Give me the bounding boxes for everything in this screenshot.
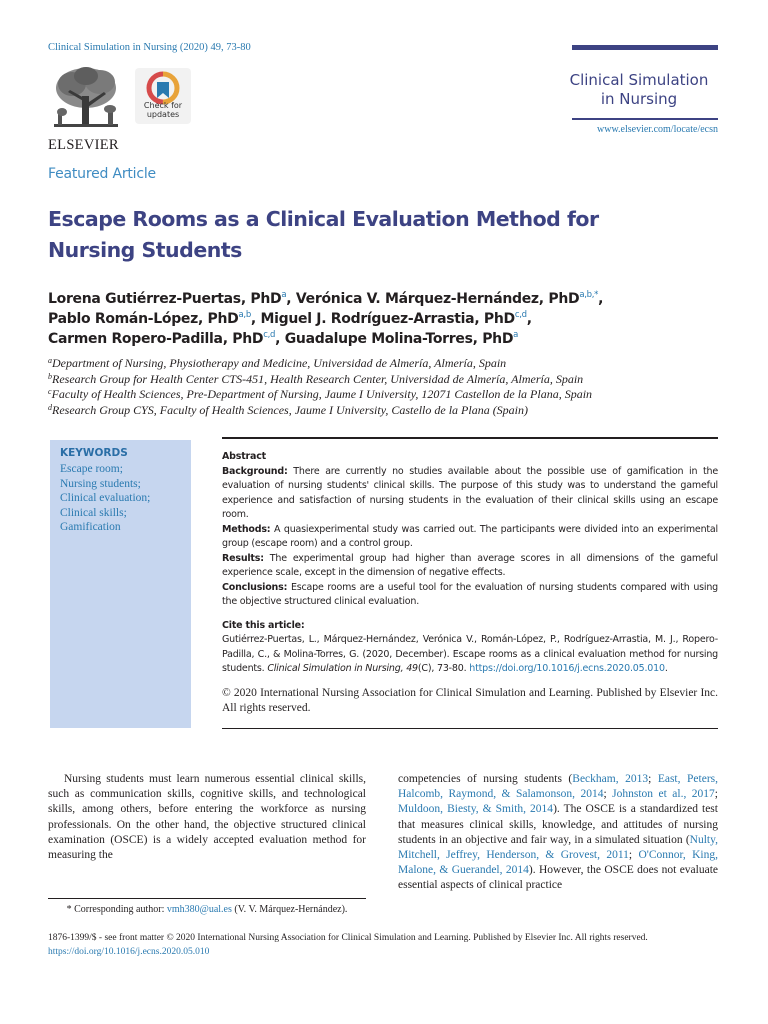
- abstract-results: Results: The experimental group had higher than average scores in all dimensions of the gameful experience scale, except in the dimension of negative effects.: [222, 552, 718, 578]
- keyword-item[interactable]: Gamification: [60, 521, 121, 533]
- body-text: ). However, the OSCE does not evaluate essential aspects of clinical practice: [398, 864, 719, 892]
- body-text: ;: [628, 849, 639, 862]
- affiliation: $^c$Faculty of Health Sciences, Pre-Department of Nursing, Jaume I University, 12071 Castellon de la Plana, Spain: [48, 387, 593, 401]
- abstract-bottom-rule: [222, 728, 718, 729]
- copyright-notice: © 2020 International Nursing Association for Clinical Simulation and Learning. Published by Elsevier Inc. All rights reserved.: [222, 686, 718, 714]
- article-title: Escape Rooms as a Clinical Evaluation Method for Nursing Students: [48, 207, 599, 262]
- journal-bottom-rule: [572, 118, 718, 120]
- author-affil-link[interactable]: c,d: [263, 330, 276, 340]
- author-affil-link[interactable]: a: [513, 330, 519, 340]
- abstract-block: [222, 450, 718, 716]
- author-line: Lorena Gutiérrez-Puertas, PhD$^a$, Verónica V. Márquez-Hernández, PhD$^{a,b,*}$,: [48, 290, 604, 307]
- article-type: Featured Article: [48, 166, 156, 182]
- author-name: Carmen Ropero-Padilla, PhD: [48, 331, 264, 347]
- body-text: ;: [603, 788, 613, 801]
- author-line: Carmen Ropero-Padilla, PhD$^{c,d}$, Guadalupe Molina-Torres, PhD$^a$: [48, 330, 519, 347]
- author-name: Lorena Gutiérrez-Puertas, PhD: [48, 291, 282, 307]
- author-affil-link[interactable]: a,b,*: [579, 290, 599, 300]
- body-text: competencies of nursing students (: [398, 773, 573, 785]
- running-head[interactable]: Clinical Simulation in Nursing (2020) 49, 73-80: [48, 42, 251, 53]
- abstract-heading: Abstract: [222, 451, 267, 462]
- body-paragraph: Nursing students must learn numerous essential clinical skills, such as communication skills, cognitive skills, and technological skills, among others, before entering the workforce as nursing professionals. On the other hand, the objective structured clinical examination (OSCE) is a widely accepted evaluation method for measuring the: [48, 773, 366, 862]
- keyword-item[interactable]: Nursing students;: [60, 477, 141, 490]
- journal-url-link[interactable]: www.elsevier.com/locate/ecsn: [597, 124, 718, 135]
- keyword-item[interactable]: Clinical skills;: [60, 506, 127, 519]
- footer-doi-link[interactable]: https://doi.org/10.1016/j.ecns.2020.05.010: [48, 947, 210, 957]
- author-name: Verónica V. Márquez-Hernández, PhD: [295, 291, 580, 307]
- author-affil-link[interactable]: c,d: [514, 310, 527, 320]
- body-right-column: [398, 772, 718, 894]
- keyword-item[interactable]: Escape room;: [60, 463, 123, 475]
- keywords-title: KEYWORDS: [60, 447, 128, 459]
- citation-link[interactable]: Nulty, Mitchell, Jeffrey, Henderson, & Grovest, 2011: [398, 833, 718, 862]
- author-name: Guadalupe Molina-Torres, PhD: [284, 331, 514, 347]
- corresponding-author-footnote: * Corresponding author: vmh380@ual.es (V. V. Márquez-Hernández).: [66, 904, 348, 915]
- body-text: ;: [714, 788, 718, 801]
- journal-top-rule: [572, 45, 718, 50]
- citation-link[interactable]: Johnston et al., 2017: [612, 788, 715, 801]
- affiliation: $^d$Research Group CYS, Faculty of Health Sciences, Jaume I University, Castello de la Plana (Spain): [48, 402, 529, 417]
- body-paragraph: [398, 772, 718, 894]
- elsevier-wordmark: ELSEVIER: [48, 137, 119, 153]
- footnote-rule: [48, 898, 366, 899]
- author-affil-link[interactable]: a,b: [238, 310, 251, 320]
- body-text: ;: [648, 773, 658, 785]
- cite-heading: Cite this article:: [222, 619, 305, 631]
- citation-link[interactable]: Beckham, 2013: [572, 773, 649, 785]
- author-name: Miguel J. Rodríguez-Arrastia, PhD: [260, 311, 515, 327]
- journal-name-line2: in Nursing: [600, 90, 678, 108]
- front-matter-line: 1876-1399/$ - see front matter © 2020 International Nursing Association for Clinical Simulation and Learning. Published by Elsevier Inc. All rights reserved.: [48, 933, 648, 943]
- journal-name-line1: Clinical Simulation: [569, 71, 709, 89]
- doi-link[interactable]: https://doi.org/10.1016/j.ecns.2020.05.010: [469, 663, 665, 674]
- affiliation-list: [48, 356, 728, 418]
- author-list: [48, 289, 728, 349]
- keywords-list: [60, 462, 150, 535]
- abstract-methods: Methods: A quasiexperimental study was carried out. The participants were divided into an experimental group (escape room) and a control group.: [222, 523, 718, 549]
- author-name: Pablo Román-López, PhD: [48, 311, 239, 327]
- citation-link[interactable]: East, Peters, Halcomb, Raymond, & Salamonson, 2014: [398, 773, 719, 801]
- abstract-conclusions: Conclusions: Escape rooms are a useful tool for the evaluation of nursing students compared with using the objective structured clinical evaluation.: [222, 581, 719, 607]
- affiliation: $^a$Department of Nursing, Physiotherapy and Medicine, Universidad de Almería, Almería, Spain: [48, 356, 507, 370]
- citation-link[interactable]: O'Connor, King, Malone, & Guerandel, 2014: [398, 849, 718, 877]
- body-left-column: [48, 772, 366, 863]
- check-for-updates-label[interactable]: Check for updates: [143, 101, 183, 119]
- citation-text: Gutiérrez-Puertas, L., Márquez-Hernández, Verónica V., Román-López, P., Rodríguez-Arrastia, M. J., Ropero-Padilla, C., & Molina-Torres, G. (2020, December). Escape rooms as a clinical evaluation method for nursing students. Clinical Simulation in Nursing, 49(C), 73-80. https://doi.org/10.1016/j.ecns.2020.05.010.: [222, 634, 718, 674]
- journal-name: [560, 71, 718, 109]
- body-text: ). The OSCE is a standardized test that measures clinical skills, knowledge, and attitudes of nursing students in an objective and fair way, in a simulated situation (: [398, 803, 718, 846]
- email-link[interactable]: vmh380@ual.es: [166, 904, 232, 915]
- author-affil-link[interactable]: a: [281, 290, 287, 300]
- citation-link[interactable]: Muldoon, Biesty, & Smith, 2014: [398, 803, 554, 816]
- keyword-item[interactable]: Clinical evaluation;: [60, 492, 151, 504]
- abstract-background: Background: There are currently no studies available about the possible use of gamification in the evaluation of nursing students' clinical skills. The purpose of this study was to understand the gameful experience and satisfaction of nursing students in the evaluation of their clinical skills using an escape room.: [222, 465, 718, 520]
- author-line: Pablo Román-López, PhD$^{a,b}$, Miguel J. Rodríguez-Arrastia, PhD$^{c,d}$,: [48, 310, 532, 327]
- abstract-top-rule: [222, 437, 718, 439]
- affiliation: $^b$Research Group for Health Center CTS-451, Health Research Center, Universidad de Almería, Almería, Spain: [48, 371, 584, 386]
